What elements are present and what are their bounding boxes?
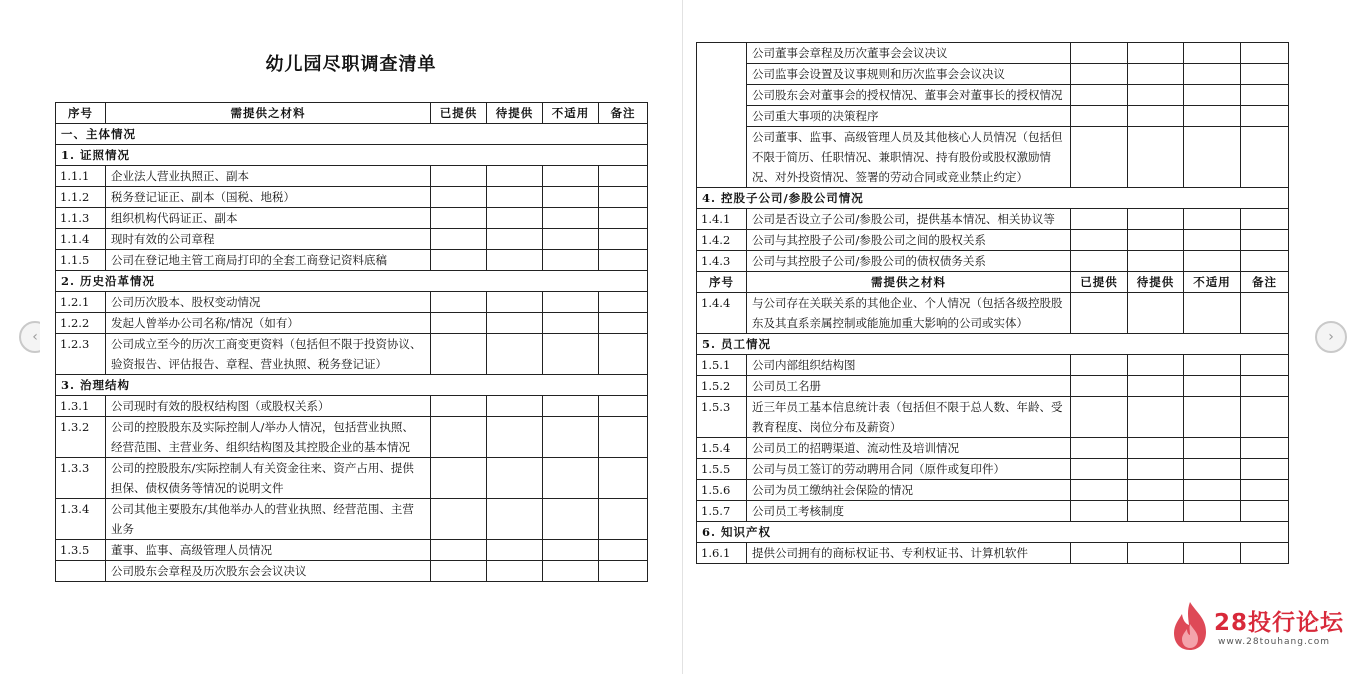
pending-cell[interactable] bbox=[487, 540, 543, 561]
notes-cell[interactable] bbox=[1241, 355, 1289, 376]
item-number: 1.1.4 bbox=[56, 229, 106, 250]
provided-cell[interactable] bbox=[1071, 251, 1128, 272]
item-material: 公司监事会设置及议事规则和历次监事会会议决议 bbox=[747, 64, 1071, 85]
table-row bbox=[56, 229, 648, 250]
notes-cell[interactable] bbox=[599, 208, 648, 229]
table-row bbox=[697, 43, 1289, 64]
item-number: 1.4.3 bbox=[697, 251, 747, 272]
table-row bbox=[56, 292, 648, 313]
provided-cell[interactable] bbox=[1071, 355, 1128, 376]
item-number-empty bbox=[56, 561, 106, 582]
provided-cell[interactable] bbox=[431, 313, 487, 334]
item-material: 公司重大事项的决策程序 bbox=[747, 106, 1071, 127]
section-row bbox=[56, 145, 648, 166]
item-number-empty bbox=[697, 43, 747, 188]
table-row bbox=[697, 209, 1289, 230]
item-material: 公司员工名册 bbox=[747, 376, 1071, 397]
item-number: 1.2.3 bbox=[56, 334, 106, 375]
provided-cell[interactable] bbox=[1071, 397, 1128, 438]
item-material: 与公司存在关联关系的其他企业、个人情况（包括各级控股股东及其直系亲属控制或能施加重大影响的公司或实体） bbox=[747, 293, 1071, 334]
notes-cell[interactable] bbox=[1241, 397, 1289, 438]
table-row bbox=[697, 230, 1289, 251]
item-material: 公司历次股本、股权变动情况 bbox=[106, 292, 431, 313]
item-number: 1.2.2 bbox=[56, 313, 106, 334]
item-material: 现时有效的公司章程 bbox=[106, 229, 431, 250]
provided-cell[interactable] bbox=[431, 229, 487, 250]
na-cell[interactable] bbox=[1184, 355, 1241, 376]
pending-cell[interactable] bbox=[487, 166, 543, 187]
item-number: 1.3.4 bbox=[56, 499, 106, 540]
item-number: 1.3.5 bbox=[56, 540, 106, 561]
table-row bbox=[697, 106, 1289, 127]
table-row bbox=[56, 208, 648, 229]
table-row bbox=[697, 438, 1289, 459]
header-material: 需提供之材料 bbox=[106, 103, 431, 124]
notes-cell[interactable] bbox=[1241, 209, 1289, 230]
pending-cell[interactable] bbox=[1128, 376, 1184, 397]
pending-cell[interactable] bbox=[1128, 230, 1184, 251]
table-row bbox=[56, 250, 648, 271]
na-cell[interactable] bbox=[1184, 293, 1241, 334]
flame-logo-icon bbox=[1168, 600, 1212, 652]
header-notes: 备注 bbox=[1241, 272, 1289, 293]
item-material: 公司是否设立子公司/参股公司，提供基本情况、相关协议等 bbox=[747, 209, 1071, 230]
right-document-page bbox=[682, 0, 1303, 674]
item-material: 公司与员工签订的劳动聘用合同（原件或复印件） bbox=[747, 459, 1071, 480]
pending-cell[interactable] bbox=[1128, 209, 1184, 230]
pending-cell[interactable] bbox=[487, 417, 543, 458]
provided-cell[interactable] bbox=[431, 499, 487, 540]
notes-cell[interactable] bbox=[599, 166, 648, 187]
item-number: 1.5.4 bbox=[697, 438, 747, 459]
provided-cell[interactable] bbox=[431, 540, 487, 561]
section-row bbox=[56, 271, 648, 292]
item-number: 1.5.7 bbox=[697, 501, 747, 522]
item-number: 1.1.3 bbox=[56, 208, 106, 229]
na-cell[interactable] bbox=[543, 187, 599, 208]
item-material: 公司为员工缴纳社会保险的情况 bbox=[747, 480, 1071, 501]
notes-cell[interactable] bbox=[1241, 376, 1289, 397]
checklist-table-right bbox=[696, 42, 1289, 564]
chevron-right-icon: › bbox=[1328, 329, 1334, 345]
notes-cell[interactable] bbox=[1241, 43, 1289, 64]
na-cell[interactable] bbox=[543, 208, 599, 229]
pending-cell[interactable] bbox=[1128, 501, 1184, 522]
notes-cell[interactable] bbox=[1241, 230, 1289, 251]
table-row bbox=[56, 313, 648, 334]
notes-cell[interactable] bbox=[1241, 501, 1289, 522]
item-material: 公司董事会章程及历次董事会会议决议 bbox=[747, 43, 1071, 64]
provided-cell[interactable] bbox=[1071, 85, 1128, 106]
pending-cell[interactable] bbox=[1128, 438, 1184, 459]
provided-cell[interactable] bbox=[431, 334, 487, 375]
item-material: 公司的控股股东及实际控制人/举办人情况，包括营业执照、经营范围、主营业务、组织结构图及其控股企业的基本情况 bbox=[106, 417, 431, 458]
item-number: 1.5.3 bbox=[697, 397, 747, 438]
table-header-row bbox=[56, 103, 648, 124]
item-material: 提供公司拥有的商标权证书、专利权证书、计算机软件 bbox=[747, 543, 1071, 564]
na-cell[interactable] bbox=[543, 458, 599, 499]
header-provided: 已提供 bbox=[1071, 272, 1128, 293]
pending-cell[interactable] bbox=[487, 250, 543, 271]
notes-cell[interactable] bbox=[1241, 106, 1289, 127]
table-header-row bbox=[697, 272, 1289, 293]
notes-cell[interactable] bbox=[599, 540, 648, 561]
pending-cell[interactable] bbox=[1128, 106, 1184, 127]
provided-cell[interactable] bbox=[1071, 480, 1128, 501]
item-number: 1.3.3 bbox=[56, 458, 106, 499]
table-row bbox=[56, 417, 648, 458]
pending-cell[interactable] bbox=[487, 561, 543, 582]
item-number: 1.4.2 bbox=[697, 230, 747, 251]
na-cell[interactable] bbox=[543, 561, 599, 582]
item-number: 1.3.1 bbox=[56, 396, 106, 417]
table-row bbox=[697, 459, 1289, 480]
section-row bbox=[56, 124, 648, 145]
table-row bbox=[697, 376, 1289, 397]
table-row bbox=[697, 480, 1289, 501]
item-material: 公司与其控股子公司/参股公司的债权债务关系 bbox=[747, 251, 1071, 272]
header-notes: 备注 bbox=[599, 103, 648, 124]
item-number: 1.5.1 bbox=[697, 355, 747, 376]
na-cell[interactable] bbox=[543, 540, 599, 561]
pending-cell[interactable] bbox=[1128, 543, 1184, 564]
pending-cell[interactable] bbox=[487, 292, 543, 313]
section-title: 2. 历史沿革情况 bbox=[56, 271, 648, 292]
provided-cell[interactable] bbox=[1071, 438, 1128, 459]
item-material: 企业法人营业执照正、副本 bbox=[106, 166, 431, 187]
watermark-brand: 28投行论坛 bbox=[1214, 610, 1345, 636]
provided-cell[interactable] bbox=[431, 187, 487, 208]
na-cell[interactable] bbox=[543, 229, 599, 250]
next-page-button[interactable] bbox=[1315, 321, 1347, 353]
table-row bbox=[697, 397, 1289, 438]
na-cell[interactable] bbox=[543, 396, 599, 417]
notes-cell[interactable] bbox=[599, 187, 648, 208]
header-provided: 已提供 bbox=[431, 103, 487, 124]
na-cell[interactable] bbox=[543, 417, 599, 458]
item-material: 董事、监事、高级管理人员情况 bbox=[106, 540, 431, 561]
item-material: 组织机构代码证正、副本 bbox=[106, 208, 431, 229]
table-row bbox=[697, 251, 1289, 272]
header-na: 不适用 bbox=[1184, 272, 1241, 293]
table-row bbox=[56, 540, 648, 561]
pending-cell[interactable] bbox=[487, 187, 543, 208]
pending-cell[interactable] bbox=[1128, 293, 1184, 334]
provided-cell[interactable] bbox=[1071, 376, 1128, 397]
main-section-title: 一、主体情况 bbox=[56, 124, 648, 145]
section-title: 5. 员工情况 bbox=[697, 334, 1289, 355]
item-material: 近三年员工基本信息统计表（包括但不限于总人数、年龄、受教育程度、岗位分布及薪资） bbox=[747, 397, 1071, 438]
chevron-left-icon: ‹ bbox=[32, 329, 38, 345]
provided-cell[interactable] bbox=[431, 561, 487, 582]
provided-cell[interactable] bbox=[1071, 127, 1128, 188]
pending-cell[interactable] bbox=[487, 458, 543, 499]
table-row bbox=[697, 293, 1289, 334]
notes-cell[interactable] bbox=[1241, 438, 1289, 459]
pending-cell[interactable] bbox=[1128, 480, 1184, 501]
pending-cell[interactable] bbox=[487, 229, 543, 250]
item-number: 1.1.2 bbox=[56, 187, 106, 208]
na-cell[interactable] bbox=[543, 292, 599, 313]
item-material: 公司员工考核制度 bbox=[747, 501, 1071, 522]
notes-cell[interactable] bbox=[1241, 459, 1289, 480]
notes-cell[interactable] bbox=[599, 229, 648, 250]
item-number: 1.1.5 bbox=[56, 250, 106, 271]
provided-cell[interactable] bbox=[1071, 64, 1128, 85]
item-material: 公司现时有效的股权结构图（或股权关系） bbox=[106, 396, 431, 417]
table-row bbox=[56, 458, 648, 499]
pending-cell[interactable] bbox=[1128, 251, 1184, 272]
na-cell[interactable] bbox=[543, 499, 599, 540]
item-number: 1.2.1 bbox=[56, 292, 106, 313]
item-number: 1.6.1 bbox=[697, 543, 747, 564]
section-row bbox=[697, 334, 1289, 355]
notes-cell[interactable] bbox=[599, 292, 648, 313]
left-document-page bbox=[40, 0, 660, 674]
pending-cell[interactable] bbox=[1128, 127, 1184, 188]
table-row bbox=[697, 64, 1289, 85]
na-cell[interactable] bbox=[1184, 85, 1241, 106]
na-cell[interactable] bbox=[543, 166, 599, 187]
table-row bbox=[56, 187, 648, 208]
provided-cell[interactable] bbox=[431, 166, 487, 187]
site-watermark bbox=[1168, 600, 1358, 654]
table-row bbox=[697, 127, 1289, 188]
provided-cell[interactable] bbox=[431, 208, 487, 229]
header-material: 需提供之材料 bbox=[747, 272, 1071, 293]
item-number: 1.5.5 bbox=[697, 459, 747, 480]
pending-cell[interactable] bbox=[487, 499, 543, 540]
notes-cell[interactable] bbox=[599, 417, 648, 458]
section-row bbox=[697, 522, 1289, 543]
na-cell[interactable] bbox=[1184, 438, 1241, 459]
pending-cell[interactable] bbox=[1128, 64, 1184, 85]
section-title: 4. 控股子公司/参股公司情况 bbox=[697, 188, 1289, 209]
header-pending: 待提供 bbox=[1128, 272, 1184, 293]
pending-cell[interactable] bbox=[487, 208, 543, 229]
pending-cell[interactable] bbox=[487, 334, 543, 375]
table-row bbox=[697, 85, 1289, 106]
provided-cell[interactable] bbox=[431, 396, 487, 417]
notes-cell[interactable] bbox=[1241, 543, 1289, 564]
na-cell[interactable] bbox=[1184, 209, 1241, 230]
checklist-table-left bbox=[55, 102, 648, 582]
pending-cell[interactable] bbox=[1128, 397, 1184, 438]
provided-cell[interactable] bbox=[1071, 293, 1128, 334]
table-row bbox=[697, 543, 1289, 564]
notes-cell[interactable] bbox=[1241, 85, 1289, 106]
item-number: 1.4.4 bbox=[697, 293, 747, 334]
na-cell[interactable] bbox=[543, 250, 599, 271]
notes-cell[interactable] bbox=[1241, 293, 1289, 334]
notes-cell[interactable] bbox=[1241, 64, 1289, 85]
pending-cell[interactable] bbox=[1128, 85, 1184, 106]
na-cell[interactable] bbox=[1184, 501, 1241, 522]
pending-cell[interactable] bbox=[487, 313, 543, 334]
pending-cell[interactable] bbox=[1128, 43, 1184, 64]
na-cell[interactable] bbox=[543, 334, 599, 375]
item-material: 公司内部组织结构图 bbox=[747, 355, 1071, 376]
provided-cell[interactable] bbox=[431, 250, 487, 271]
na-cell[interactable] bbox=[543, 313, 599, 334]
pending-cell[interactable] bbox=[487, 396, 543, 417]
notes-cell[interactable] bbox=[599, 313, 648, 334]
item-material: 公司与其控股子公司/参股公司之间的股权关系 bbox=[747, 230, 1071, 251]
table-row bbox=[56, 396, 648, 417]
na-cell[interactable] bbox=[1184, 127, 1241, 188]
provided-cell[interactable] bbox=[431, 417, 487, 458]
na-cell[interactable] bbox=[1184, 64, 1241, 85]
item-number: 1.3.2 bbox=[56, 417, 106, 458]
item-material: 公司股东会章程及历次股东会会议决议 bbox=[106, 561, 431, 582]
item-material: 公司的控股股东/实际控制人有关资金往来、资产占用、提供担保、债权债务等情况的说明文件 bbox=[106, 458, 431, 499]
na-cell[interactable] bbox=[1184, 251, 1241, 272]
table-row bbox=[56, 499, 648, 540]
na-cell[interactable] bbox=[1184, 376, 1241, 397]
provided-cell[interactable] bbox=[1071, 501, 1128, 522]
na-cell[interactable] bbox=[1184, 106, 1241, 127]
item-material: 公司在登记地主管工商局打印的全套工商登记资料底稿 bbox=[106, 250, 431, 271]
item-number: 1.4.1 bbox=[697, 209, 747, 230]
document-title: 幼儿园尽职调查清单 bbox=[265, 54, 437, 75]
provided-cell[interactable] bbox=[431, 292, 487, 313]
notes-cell[interactable] bbox=[599, 561, 648, 582]
table-row bbox=[56, 334, 648, 375]
provided-cell[interactable] bbox=[1071, 106, 1128, 127]
notes-cell[interactable] bbox=[599, 396, 648, 417]
item-number: 1.5.2 bbox=[697, 376, 747, 397]
table-row bbox=[697, 355, 1289, 376]
notes-cell[interactable] bbox=[599, 458, 648, 499]
item-number: 1.5.6 bbox=[697, 480, 747, 501]
item-number: 1.1.1 bbox=[56, 166, 106, 187]
na-cell[interactable] bbox=[1184, 459, 1241, 480]
watermark-url: www.28touhang.com bbox=[1218, 637, 1331, 647]
na-cell[interactable] bbox=[1184, 43, 1241, 64]
notes-cell[interactable] bbox=[599, 334, 648, 375]
provided-cell[interactable] bbox=[1071, 459, 1128, 480]
na-cell[interactable] bbox=[1184, 480, 1241, 501]
section-row bbox=[697, 188, 1289, 209]
notes-cell[interactable] bbox=[599, 250, 648, 271]
section-title: 6. 知识产权 bbox=[697, 522, 1289, 543]
na-cell[interactable] bbox=[1184, 543, 1241, 564]
notes-cell[interactable] bbox=[599, 499, 648, 540]
notes-cell[interactable] bbox=[1241, 127, 1289, 188]
header-na: 不适用 bbox=[543, 103, 599, 124]
header-pending: 待提供 bbox=[487, 103, 543, 124]
table-row bbox=[56, 561, 648, 582]
section-row bbox=[56, 375, 648, 396]
header-num: 序号 bbox=[697, 272, 747, 293]
header-num: 序号 bbox=[56, 103, 106, 124]
provided-cell[interactable] bbox=[1071, 209, 1128, 230]
na-cell[interactable] bbox=[1184, 230, 1241, 251]
provided-cell[interactable] bbox=[1071, 43, 1128, 64]
pending-cell[interactable] bbox=[1128, 355, 1184, 376]
provided-cell[interactable] bbox=[1071, 543, 1128, 564]
na-cell[interactable] bbox=[1184, 397, 1241, 438]
item-material: 公司其他主要股东/其他举办人的营业执照、经营范围、主营业务 bbox=[106, 499, 431, 540]
item-material: 税务登记证正、副本（国税、地税） bbox=[106, 187, 431, 208]
section-title: 1. 证照情况 bbox=[56, 145, 648, 166]
table-row bbox=[56, 166, 648, 187]
item-material: 公司董事、监事、高级管理人员及其他核心人员情况（包括但不限于简历、任职情况、兼职情况、持有股份或股权激励情况、对外投资情况、签署的劳动合同或竞业禁止约定） bbox=[747, 127, 1071, 188]
pending-cell[interactable] bbox=[1128, 459, 1184, 480]
section-title: 3. 治理结构 bbox=[56, 375, 648, 396]
item-material: 公司股东会对董事会的授权情况、董事会对董事长的授权情况 bbox=[747, 85, 1071, 106]
provided-cell[interactable] bbox=[431, 458, 487, 499]
item-material: 发起人曾举办公司名称/情况（如有） bbox=[106, 313, 431, 334]
notes-cell[interactable] bbox=[1241, 480, 1289, 501]
item-material: 公司成立至今的历次工商变更资料（包括但不限于投资协议、验资报告、评估报告、章程、营业执照、税务登记证） bbox=[106, 334, 431, 375]
provided-cell[interactable] bbox=[1071, 230, 1128, 251]
notes-cell[interactable] bbox=[1241, 251, 1289, 272]
table-row bbox=[697, 501, 1289, 522]
item-material: 公司员工的招聘渠道、流动性及培训情况 bbox=[747, 438, 1071, 459]
